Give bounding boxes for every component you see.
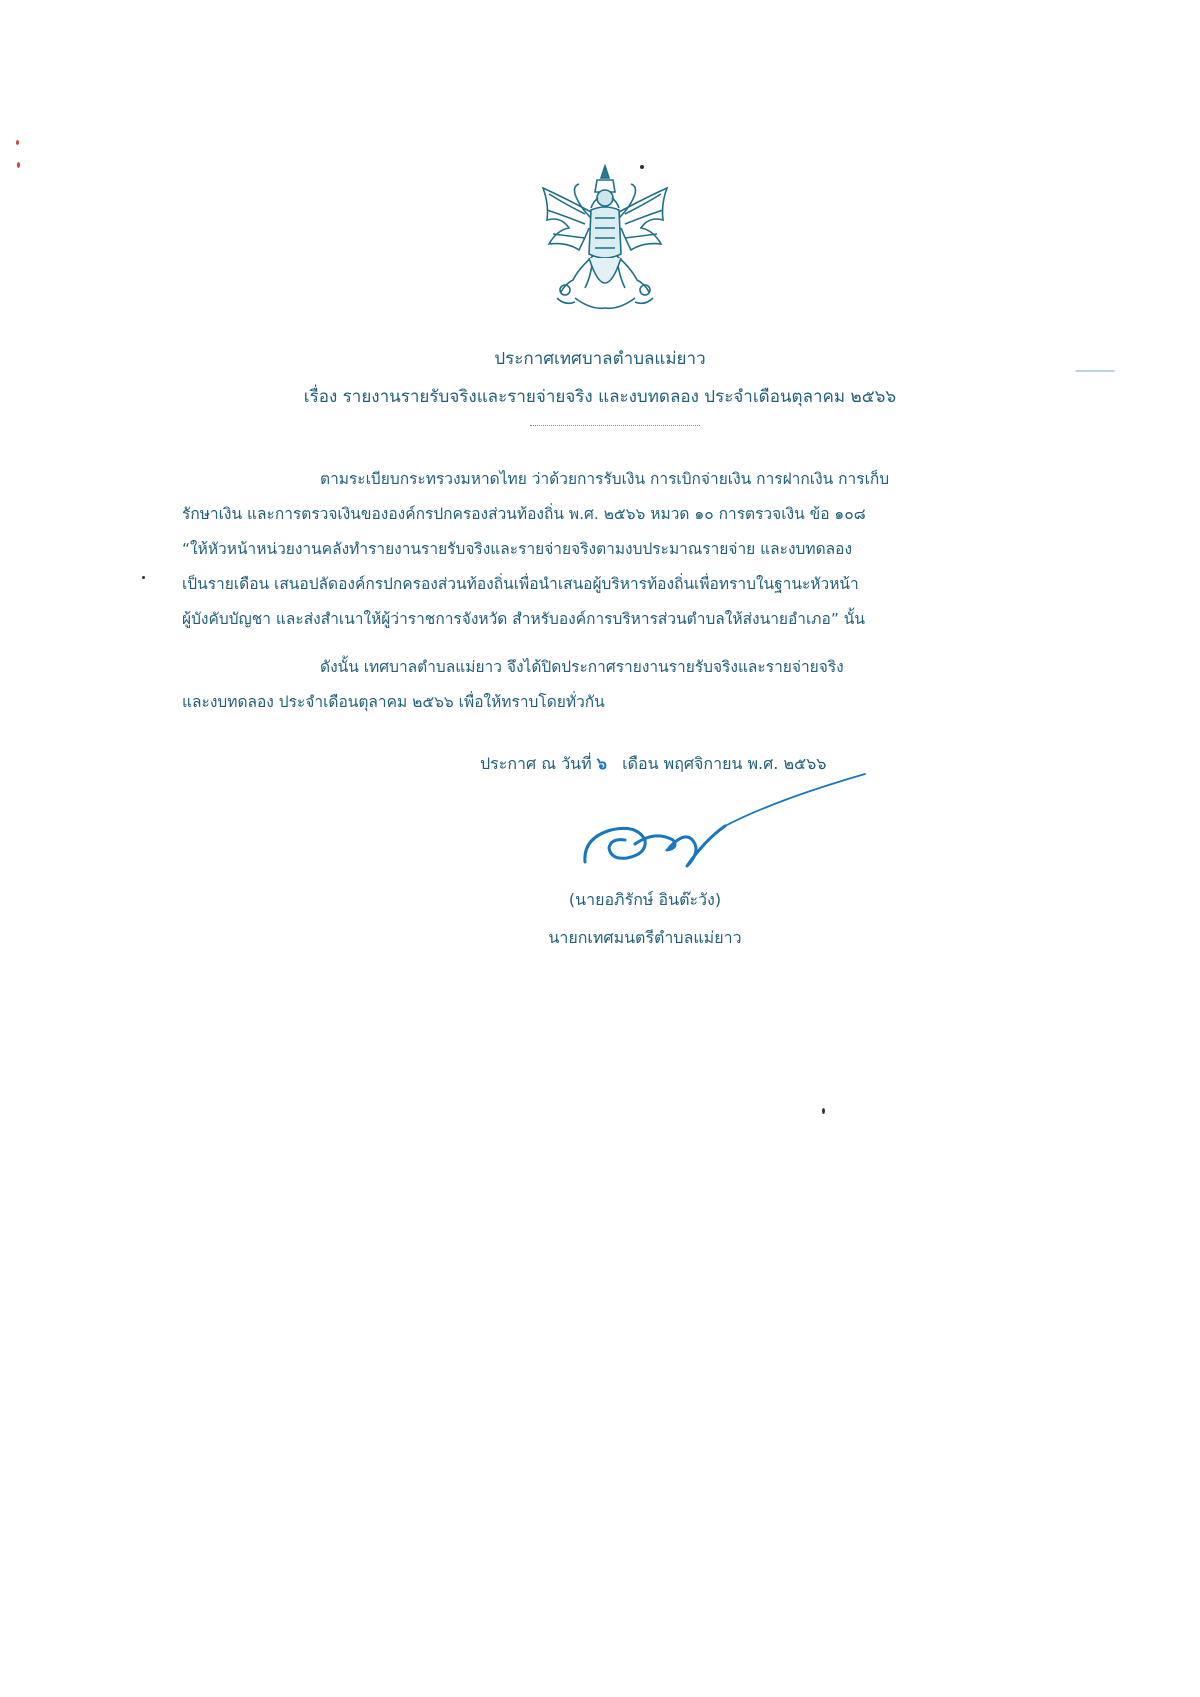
- scan-speck: [17, 162, 20, 168]
- signer-name: (นายอภิรักษ์ อินต๊ะวัง): [568, 890, 722, 909]
- scan-speck: [640, 165, 644, 169]
- paragraph-regulation: [182, 462, 1052, 637]
- scan-speck: [142, 576, 145, 579]
- paragraph-announcement: [182, 650, 1052, 720]
- dotted-divider: [530, 425, 700, 426]
- announcement-subject: เรื่อง รายงานรายรับจริงและรายจ่ายจริง และงบทดลอง ประจำเดือนตุลาคม ๒๕๖๖: [303, 387, 897, 407]
- paragraph-line: “ให้หัวหน้าหน่วยงานคลังทำรายงานรายรับจริงและรายจ่ายจริงตามงบประมาณรายจ่าย และงบทดลอง: [182, 540, 853, 558]
- announcement-title: ประกาศเทศบาลตำบลแม่ยาว: [494, 349, 706, 369]
- scan-speck: [16, 140, 19, 145]
- date-month-year: เดือน พฤศจิกายน พ.ศ. ๒๕๖๖: [622, 754, 827, 773]
- garuda-emblem-icon: [535, 158, 675, 316]
- paragraph-line: ดังนั้น เทศบาลตำบลแม่ยาว จึงได้ปิดประกาศรายงานรายรับจริงและรายจ่ายจริง: [320, 658, 844, 676]
- paragraph-line: เป็นรายเดือน เสนอปลัดองค์กรปกครองส่วนท้องถิ่นเพื่อนำเสนอผู้บริหารท้องถิ่นเพื่อทราบในฐานะหัวหน้า: [182, 575, 859, 593]
- scan-speck: [822, 1108, 825, 1114]
- paragraph-line: ตามระเบียบกระทรวงมหาดไทย ว่าด้วยการรับเงิน การเบิกจ่ายเงิน การฝากเงิน การเก็บ: [320, 470, 890, 488]
- date-day: ๖: [596, 754, 607, 773]
- handwritten-signature: [575, 770, 875, 880]
- date-prefix: ประกาศ ณ วันที่: [480, 754, 592, 773]
- paragraph-line: รักษาเงิน และการตรวจเงินขององค์กรปกครองส่วนท้องถิ่น พ.ศ. ๒๕๖๖ หมวด ๑๐ การตรวจเงิน ข้อ ๑๐๘: [182, 505, 866, 523]
- paragraph-line: ผู้บังคับบัญชา และส่งสำเนาให้ผู้ว่าราชการจังหวัด สำหรับองค์การบริหารส่วนตำบลให้ส่งนายอำเภอ” นั้น: [182, 610, 865, 628]
- paragraph-line: และงบทดลอง ประจำเดือนตุลาคม ๒๕๖๖ เพื่อให้ทราบโดยทั่วกัน: [182, 693, 605, 711]
- signer-title: นายกเทศมนตรีตำบลแม่ยาว: [548, 928, 742, 947]
- scan-speck: [1075, 370, 1115, 372]
